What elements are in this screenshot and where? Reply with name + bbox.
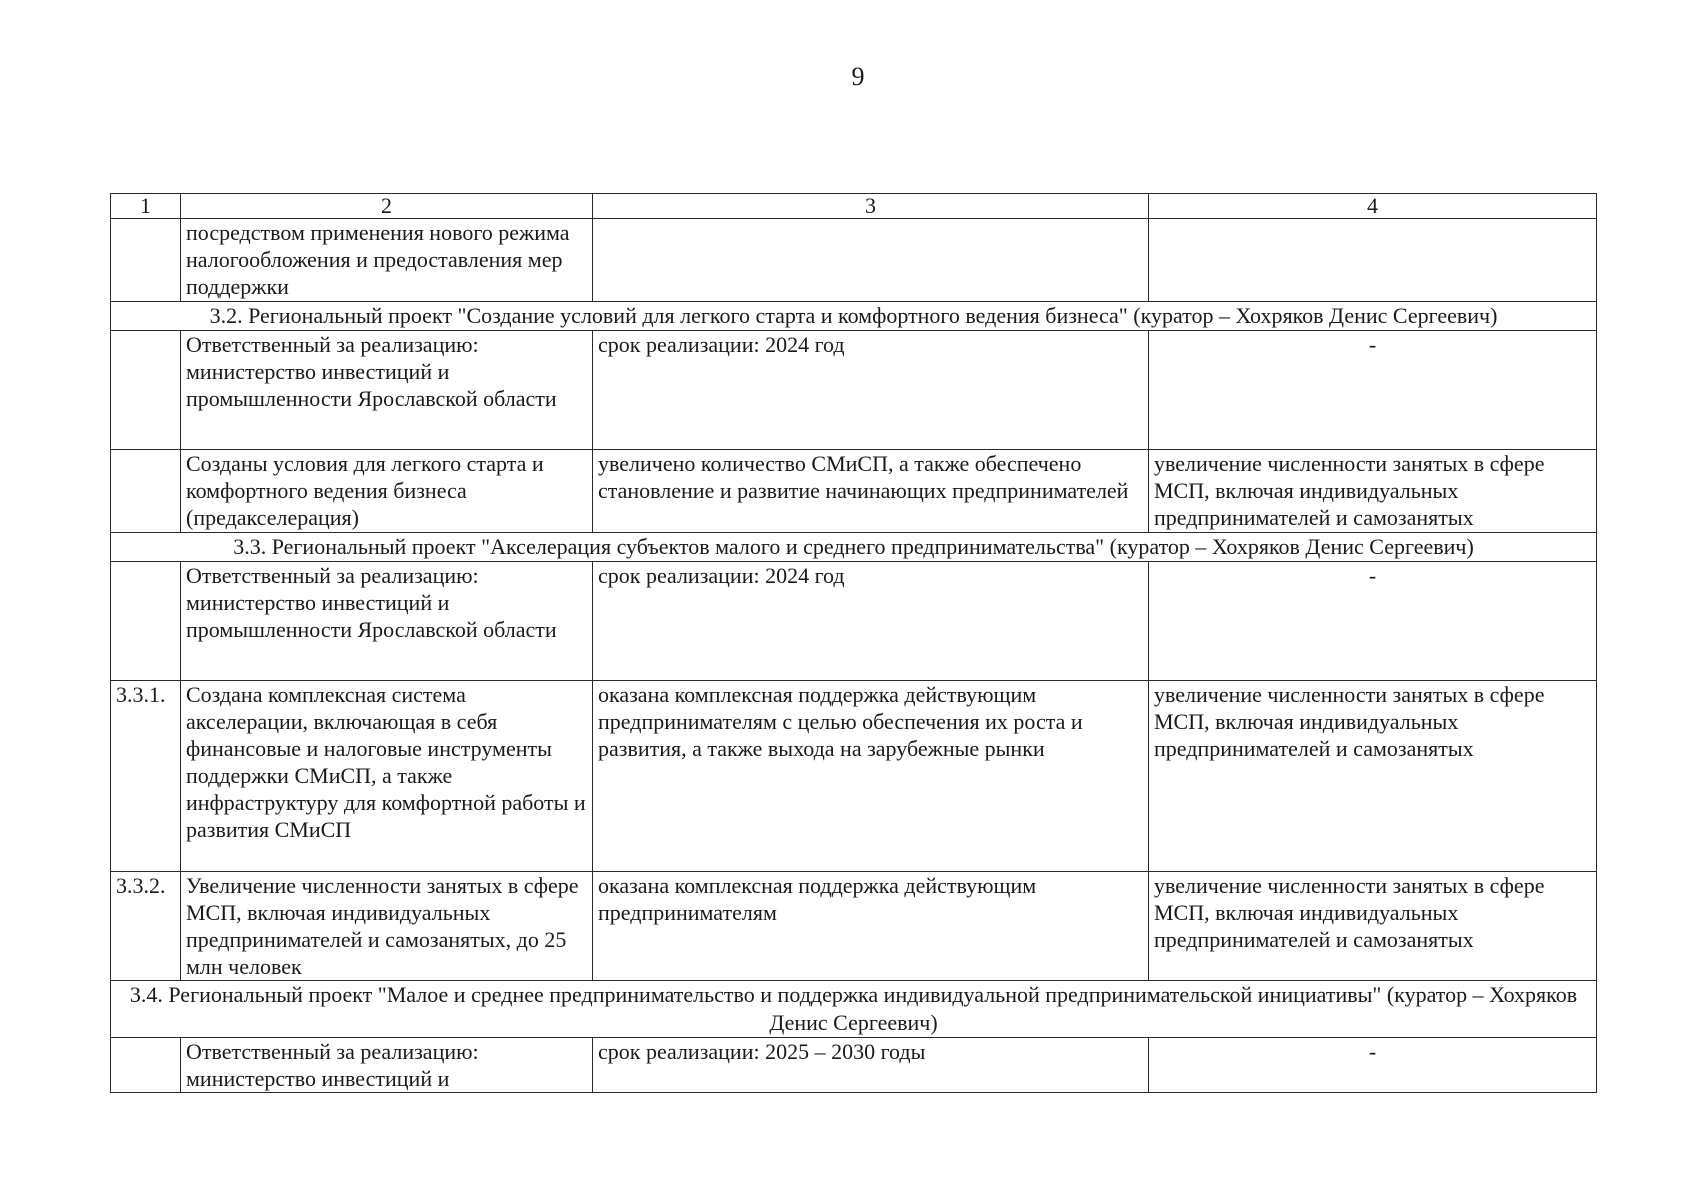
dash-cell: - [1149,331,1597,450]
table-row-continuation [111,219,1597,302]
number-cell [111,219,181,302]
responsible-row [111,562,1597,681]
dash-cell: - [1149,1038,1597,1093]
result-cell: оказана комплексная поддержка действующим предпринимателям [593,872,1149,981]
responsible-cell: Ответственный за реализацию: министерство инвестиций и промышленности Ярославской области [181,562,593,681]
header-row [111,194,1597,219]
number-cell [111,562,181,681]
section-title: 3.4. Региональный проект "Малое и среднее предпринимательство и поддержка индивидуальной предпринимательской инициативы" (куратор – Хохряков Денис Сергеевич) [111,981,1597,1038]
plan-table [110,193,1597,1093]
responsible-cell: Ответственный за реализацию: министерство инвестиций и [181,1038,593,1093]
result-cell: оказана комплексная поддержка действующим предпринимателям с целью обеспечения их роста и развития, а также выхода на зарубежные рынки [593,681,1149,872]
link-cell: увеличение численности занятых в сфере МСП, включая индивидуальных предпринимателей и самозанятых [1149,872,1597,981]
measure-cell: Созданы условия для легкого старта и комфортного ведения бизнеса (предакселерация) [181,450,593,533]
section-title: 3.2. Региональный проект "Создание условий для легкого старта и комфортного ведения бизнеса" (куратор – Хохряков Денис Сергеевич) [111,302,1597,331]
term-cell: срок реализации: 2025 – 2030 годы [593,1038,1149,1093]
measure-cell: Создана комплексная система акселерации, включающая в себя финансовые и налоговые инструменты поддержки СМиСП, а также инфраструктуру для комфортной работы и развития СМиСП [181,681,593,872]
section-row-3-2 [111,302,1597,331]
responsible-row [111,1038,1597,1093]
header-cell-4: 4 [1149,194,1597,219]
measure-cell: Увеличение численности занятых в сфере МСП, включая индивидуальных предпринимателей и самозанятых, до 25 млн человек [181,872,593,981]
term-cell: срок реализации: 2024 год [593,562,1149,681]
section-row-3-4 [111,981,1597,1038]
term-cell: срок реализации: 2024 год [593,331,1149,450]
number-cell: 3.3.1. [111,681,181,872]
page-number: 9 [851,62,865,91]
link-cell: увеличение численности занятых в сфере МСП, включая индивидуальных предпринимателей и самозанятых [1149,450,1597,533]
table-row [111,872,1597,981]
number-cell: 3.3.2. [111,872,181,981]
link-cell: увеличение численности занятых в сфере МСП, включая индивидуальных предпринимателей и самозанятых [1149,681,1597,872]
number-cell [111,1038,181,1093]
section-title: 3.3. Региональный проект "Акселерация субъектов малого и среднего предпринимательства" (куратор – Хохряков Денис Сергеевич) [111,533,1597,562]
number-cell [111,331,181,450]
number-cell [111,450,181,533]
responsible-cell: Ответственный за реализацию: министерство инвестиций и промышленности Ярославской области [181,331,593,450]
header-cell-2: 2 [181,194,593,219]
dash-cell: - [1149,562,1597,681]
responsible-row [111,331,1597,450]
table-row [111,450,1597,533]
result-cell: увеличено количество СМиСП, а также обеспечено становление и развитие начинающих предпринимателей [593,450,1149,533]
header-cell-3: 3 [593,194,1149,219]
table-row [111,681,1597,872]
header-cell-1: 1 [111,194,181,219]
section-row-3-3 [111,533,1597,562]
result-cell [593,219,1149,302]
measure-cell: посредством применения нового режима налогообложения и предоставления мер поддержки [181,219,593,302]
link-cell [1149,219,1597,302]
